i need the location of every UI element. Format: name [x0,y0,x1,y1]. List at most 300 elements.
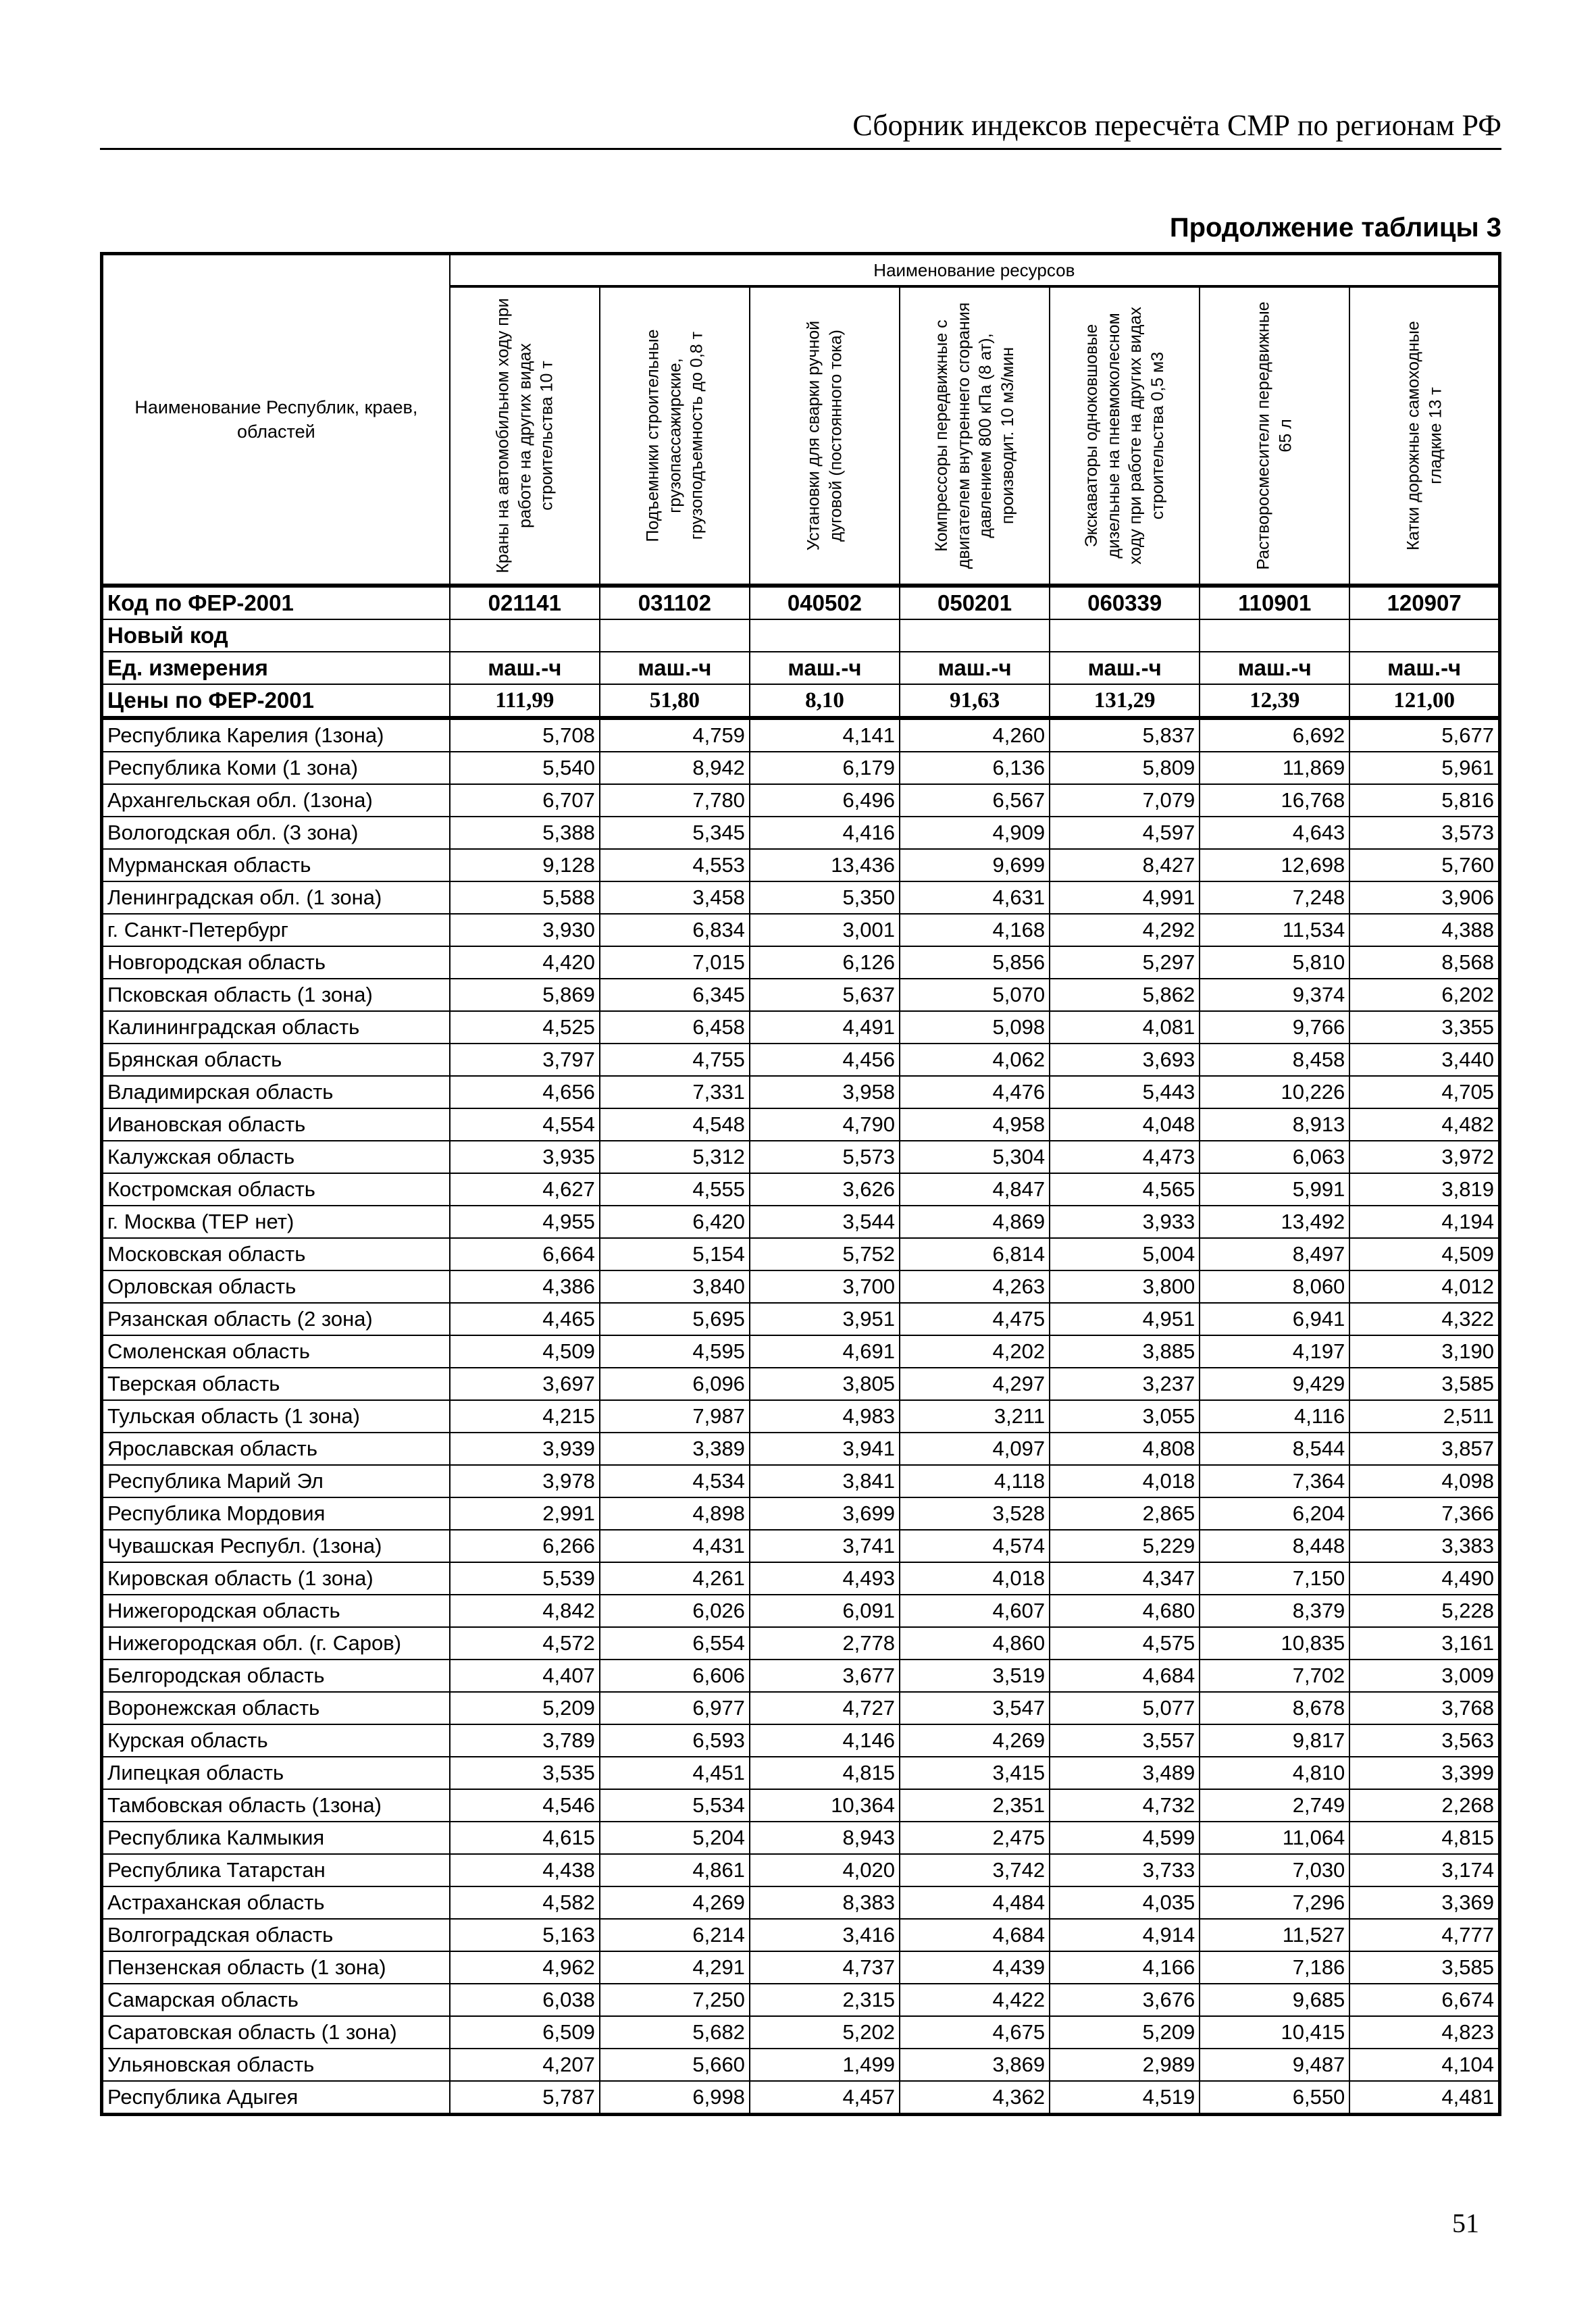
index-value-cell: 7,150 [1200,1562,1349,1595]
index-value-cell: 4,451 [600,1757,750,1789]
table-row [102,2016,1500,2049]
meta-cell: маш.-ч [750,652,900,684]
meta-cell: 51,80 [600,684,750,718]
region-name: Курская область [102,1724,450,1757]
unit-row [102,652,1500,684]
index-value-cell: 4,656 [450,1076,600,1108]
index-value-cell: 2,315 [750,1984,900,2016]
index-value-cell: 2,865 [1050,1497,1200,1530]
region-name: Белгородская область [102,1660,450,1692]
index-value-cell: 3,626 [750,1173,900,1206]
meta-cell [1050,619,1200,652]
region-name: Тульская область (1 зона) [102,1400,450,1433]
index-value-cell: 5,228 [1349,1595,1499,1627]
index-value-cell: 4,955 [450,1206,600,1238]
index-value-cell: 8,943 [750,1822,900,1854]
index-value-cell: 3,528 [900,1497,1050,1530]
index-value-cell: 3,389 [600,1433,750,1465]
index-value-cell: 4,457 [750,2081,900,2115]
resource-column-label: Растворосмесители передвижные 65 л [1254,301,1295,570]
index-value-cell: 3,369 [1349,1886,1499,1919]
meta-cell: маш.-ч [450,652,600,684]
resource-column-header [1200,286,1349,586]
resource-column-header [750,286,900,586]
index-value-cell: 4,269 [600,1886,750,1919]
index-value-cell: 6,026 [600,1595,750,1627]
index-value-cell: 5,350 [750,881,900,914]
meta-row-label: Цены по ФЕР-2001 [102,684,450,718]
index-value-cell: 3,939 [450,1433,600,1465]
index-value-cell: 6,606 [600,1660,750,1692]
index-value-cell: 4,962 [450,1951,600,1984]
region-name: Самарская область [102,1984,450,2016]
index-value-cell: 4,869 [900,1206,1050,1238]
table-row [102,881,1500,914]
index-value-cell: 4,548 [600,1108,750,1141]
region-name: Мурманская область [102,849,450,881]
table-row [102,1854,1500,1886]
index-value-cell: 6,063 [1200,1141,1349,1173]
index-value-cell: 4,823 [1349,2016,1499,2049]
index-value-cell: 6,998 [600,2081,750,2115]
meta-cell: 91,63 [900,684,1050,718]
index-value-cell: 3,741 [750,1530,900,1562]
index-value-cell: 5,708 [450,718,600,752]
resource-column-header [900,286,1050,586]
index-value-cell: 3,355 [1349,1011,1499,1044]
index-value-cell: 3,699 [750,1497,900,1530]
meta-cell: 060339 [1050,586,1200,619]
region-column-header: Наименование Республик, краев, областей [102,254,450,586]
table-row [102,752,1500,784]
index-value-cell: 4,362 [900,2081,1050,2115]
resource-column-header [600,286,750,586]
region-name: Нижегородская область [102,1595,450,1627]
region-name: Московская область [102,1238,450,1270]
index-value-cell: 5,540 [450,752,600,784]
index-value-cell: 3,935 [450,1141,600,1173]
meta-cell [750,619,900,652]
index-value-cell: 4,291 [600,1951,750,1984]
region-name: Калужская область [102,1141,450,1173]
index-value-cell: 4,815 [1349,1822,1499,1854]
index-value-cell: 4,292 [1050,914,1200,946]
index-value-cell: 4,643 [1200,817,1349,849]
index-value-cell: 3,161 [1349,1627,1499,1660]
region-name: Нижегородская обл. (г. Саров) [102,1627,450,1660]
index-value-cell: 6,977 [600,1692,750,1724]
index-value-cell: 4,861 [600,1854,750,1886]
index-value-cell: 4,048 [1050,1108,1200,1141]
index-value-cell: 5,961 [1349,752,1499,784]
index-value-cell: 4,958 [900,1108,1050,1141]
index-value-cell: 4,491 [750,1011,900,1044]
index-value-cell: 4,098 [1349,1465,1499,1497]
meta-cell [600,619,750,652]
table-row [102,979,1500,1011]
index-value-cell: 4,081 [1050,1011,1200,1044]
fer-price-row [102,684,1500,718]
index-value-cell: 4,322 [1349,1303,1499,1335]
index-value-cell: 4,705 [1349,1076,1499,1108]
region-name: Архангельская обл. (1зона) [102,784,450,817]
meta-cell: маш.-ч [1050,652,1200,684]
index-value-cell: 3,697 [450,1368,600,1400]
meta-cell: маш.-ч [1200,652,1349,684]
index-value-cell: 9,487 [1200,2049,1349,2081]
index-value-cell: 8,497 [1200,1238,1349,1270]
index-value-cell: 3,700 [750,1270,900,1303]
index-value-cell: 7,248 [1200,881,1349,914]
index-value-cell: 4,407 [450,1660,600,1692]
table-row [102,1530,1500,1562]
index-value-cell: 3,958 [750,1076,900,1108]
index-value-cell: 13,492 [1200,1206,1349,1238]
index-value-cell: 3,489 [1050,1757,1200,1789]
index-value-cell: 3,519 [900,1660,1050,1692]
index-value-cell: 3,547 [900,1692,1050,1724]
index-value-cell: 6,126 [750,946,900,979]
index-value-cell: 4,062 [900,1044,1050,1076]
index-value-cell: 4,482 [1349,1108,1499,1141]
index-value-cell: 8,383 [750,1886,900,1919]
index-value-cell: 4,599 [1050,1822,1200,1854]
index-value-cell: 4,475 [900,1303,1050,1335]
index-value-cell: 4,431 [600,1530,750,1562]
region-name: Республика Адыгея [102,2081,450,2115]
table-row [102,1984,1500,2016]
index-value-cell: 6,834 [600,914,750,946]
meta-cell: 8,10 [750,684,900,718]
resource-column-label: Компрессоры передвижные с двигателем внутреннего сгорания давлением 800 кПа (8 ат), производит. 10 м3/мин [932,302,1017,569]
index-value-cell: 4,808 [1050,1433,1200,1465]
index-value-cell: 5,752 [750,1238,900,1270]
index-value-cell: 8,544 [1200,1433,1349,1465]
index-value-cell: 3,885 [1050,1335,1200,1368]
region-name: Калининградская область [102,1011,450,1044]
meta-cell: 120907 [1349,586,1499,619]
index-value-cell: 3,789 [450,1724,600,1757]
index-value-cell: 3,544 [750,1206,900,1238]
index-value-cell: 6,214 [600,1919,750,1951]
index-value-cell: 4,909 [900,817,1050,849]
index-value-cell: 2,475 [900,1822,1050,1854]
index-value-cell: 8,379 [1200,1595,1349,1627]
index-value-cell: 5,573 [750,1141,900,1173]
index-value-cell: 7,364 [1200,1465,1349,1497]
index-value-cell: 6,266 [450,1530,600,1562]
table-row [102,1400,1500,1433]
index-value-cell: 4,215 [450,1400,600,1433]
region-name: Тверская область [102,1368,450,1400]
index-value-cell: 4,842 [450,1595,600,1627]
index-value-cell: 3,677 [750,1660,900,1692]
index-value-cell: 7,296 [1200,1886,1349,1919]
index-value-cell: 4,898 [600,1497,750,1530]
index-value-cell: 3,399 [1349,1757,1499,1789]
index-value-cell: 16,768 [1200,784,1349,817]
index-value-cell: 4,575 [1050,1627,1200,1660]
index-value-cell: 4,018 [1050,1465,1200,1497]
index-value-cell: 8,913 [1200,1108,1349,1141]
index-value-cell: 4,759 [600,718,750,752]
meta-cell [1200,619,1349,652]
index-value-cell: 8,568 [1349,946,1499,979]
running-header: Сборник индексов пересчёта СМР по регионам РФ [100,108,1501,150]
index-value-cell: 5,204 [600,1822,750,1854]
index-value-cell: 4,727 [750,1692,900,1724]
table-row [102,1627,1500,1660]
index-value-cell: 6,136 [900,752,1050,784]
index-value-cell: 2,778 [750,1627,900,1660]
meta-cell: маш.-ч [1349,652,1499,684]
index-value-cell: 4,595 [600,1335,750,1368]
table-row [102,1757,1500,1789]
index-value-cell: 3,563 [1349,1724,1499,1757]
meta-cell: 031102 [600,586,750,619]
index-value-cell: 4,553 [600,849,750,881]
index-value-cell: 3,416 [750,1919,900,1951]
index-value-cell: 10,835 [1200,1627,1349,1660]
index-value-cell: 5,760 [1349,849,1499,881]
region-name: Новгородская область [102,946,450,979]
index-value-cell: 5,637 [750,979,900,1011]
index-value-cell: 7,780 [600,784,750,817]
index-value-cell: 5,588 [450,881,600,914]
index-value-cell: 3,415 [900,1757,1050,1789]
index-value-cell: 6,814 [900,1238,1050,1270]
table-row [102,1660,1500,1692]
index-value-cell: 3,055 [1050,1400,1200,1433]
index-value-cell: 4,627 [450,1173,600,1206]
index-value-cell: 7,331 [600,1076,750,1108]
index-value-cell: 4,554 [450,1108,600,1141]
region-name: г. Москва (ТЕР нет) [102,1206,450,1238]
index-value-cell: 9,766 [1200,1011,1349,1044]
table-row [102,1141,1500,1173]
index-value-cell: 4,519 [1050,2081,1200,2115]
index-value-cell: 7,015 [600,946,750,979]
region-name: Чувашская Республ. (1зона) [102,1530,450,1562]
meta-cell: 050201 [900,586,1050,619]
index-value-cell: 4,490 [1349,1562,1499,1595]
index-value-cell: 6,554 [600,1627,750,1660]
meta-cell: 121,00 [1349,684,1499,718]
table-row [102,1335,1500,1368]
index-value-cell: 2,989 [1050,2049,1200,2081]
index-value-cell: 5,345 [600,817,750,849]
index-value-cell: 6,550 [1200,2081,1349,2115]
table-header [102,254,1500,586]
region-name: Костромская область [102,1173,450,1206]
index-value-cell: 5,202 [750,2016,900,2049]
table-row [102,914,1500,946]
index-value-cell: 4,755 [600,1044,750,1076]
index-value-cell: 6,692 [1200,718,1349,752]
table-row [102,1368,1500,1400]
index-value-cell: 11,869 [1200,752,1349,784]
index-value-cell: 4,097 [900,1433,1050,1465]
index-value-cell: 4,534 [600,1465,750,1497]
index-value-cell: 5,837 [1050,718,1200,752]
region-name: Республика Мордовия [102,1497,450,1530]
index-value-cell: 4,565 [1050,1173,1200,1206]
meta-cell [450,619,600,652]
index-value-cell: 4,018 [900,1562,1050,1595]
resource-column-label: Подъемники строительные грузопассажирские, грузоподъемность до 0,8 т [643,329,706,542]
meta-row-label: Код по ФЕР-2001 [102,586,450,619]
index-value-cell: 3,573 [1349,817,1499,849]
index-value-cell: 10,226 [1200,1076,1349,1108]
index-value-cell: 8,060 [1200,1270,1349,1303]
new-code-row [102,619,1500,652]
index-value-cell: 9,128 [450,849,600,881]
index-value-cell: 5,856 [900,946,1050,979]
index-value-cell: 7,079 [1050,784,1200,817]
index-value-cell: 3,933 [1050,1206,1200,1238]
index-value-cell: 3,693 [1050,1044,1200,1076]
index-value-cell: 4,684 [1050,1660,1200,1692]
meta-cell: 111,99 [450,684,600,718]
index-value-cell: 11,527 [1200,1919,1349,1951]
index-value-cell: 5,809 [1050,752,1200,784]
index-value-cell: 7,987 [600,1400,750,1433]
index-value-cell: 4,484 [900,1886,1050,1919]
index-value-cell: 4,691 [750,1335,900,1368]
index-value-cell: 3,009 [1349,1660,1499,1692]
index-value-cell: 4,493 [750,1562,900,1595]
table-row [102,1789,1500,1822]
index-value-cell: 1,499 [750,2049,900,2081]
index-value-cell: 3,951 [750,1303,900,1335]
index-value-cell: 3,190 [1349,1335,1499,1368]
index-value-cell: 4,777 [1349,1919,1499,1951]
index-value-cell: 5,304 [900,1141,1050,1173]
index-value-cell: 6,567 [900,784,1050,817]
table-row [102,1206,1500,1238]
index-value-cell: 6,202 [1349,979,1499,1011]
resource-column-label: Краны на автомобильном ходу при работе на других видах строительства 10 т [493,298,557,573]
index-value-cell: 5,388 [450,817,600,849]
index-value-cell: 5,682 [600,2016,750,2049]
index-value-cell: 5,862 [1050,979,1200,1011]
index-value-cell: 3,930 [450,914,600,946]
index-value-cell: 6,941 [1200,1303,1349,1335]
index-value-cell: 8,427 [1050,849,1200,881]
table-row [102,1011,1500,1044]
region-name: Астраханская область [102,1886,450,1919]
region-name: Ленинградская обл. (1 зона) [102,881,450,914]
index-value-cell: 3,840 [600,1270,750,1303]
index-value-cell: 5,539 [450,1562,600,1595]
table-row [102,1724,1500,1757]
index-value-cell: 4,438 [450,1854,600,1886]
index-value-cell: 3,440 [1349,1044,1499,1076]
index-value-cell: 6,420 [600,1206,750,1238]
index-value-cell: 2,511 [1349,1400,1499,1433]
index-value-cell: 3,535 [450,1757,600,1789]
region-name: Республика Татарстан [102,1854,450,1886]
index-value-cell: 4,847 [900,1173,1050,1206]
index-value-cell: 5,660 [600,2049,750,2081]
index-value-cell: 3,001 [750,914,900,946]
index-value-cell: 4,680 [1050,1595,1200,1627]
table-row [102,1238,1500,1270]
table-row [102,849,1500,881]
index-table [100,252,1501,2116]
index-value-cell: 4,991 [1050,881,1200,914]
index-value-cell: 5,070 [900,979,1050,1011]
region-name: Кировская область (1 зона) [102,1562,450,1595]
index-value-cell: 4,675 [900,2016,1050,2049]
region-name: Ярославская область [102,1433,450,1465]
index-value-cell: 4,951 [1050,1303,1200,1335]
index-value-cell: 4,597 [1050,817,1200,849]
index-value-cell: 6,593 [600,1724,750,1757]
index-value-cell: 3,458 [600,881,750,914]
resource-column-label: Экскаваторы одноковшовые дизельные на пневмоколесном ходу при работе на других видах строительства 0,5 м3 [1082,307,1167,565]
region-name: Орловская область [102,1270,450,1303]
index-value-cell: 4,465 [450,1303,600,1335]
index-value-cell: 6,091 [750,1595,900,1627]
table-row [102,2081,1500,2115]
index-value-cell: 4,914 [1050,1919,1200,1951]
index-value-cell: 3,978 [450,1465,600,1497]
index-value-cell: 5,312 [600,1141,750,1173]
index-value-cell: 4,416 [750,817,900,849]
table-row [102,946,1500,979]
index-value-cell: 7,366 [1349,1497,1499,1530]
index-value-cell: 2,351 [900,1789,1050,1822]
index-value-cell: 4,420 [450,946,600,979]
index-value-cell: 4,207 [450,2049,600,2081]
index-value-cell: 4,269 [900,1724,1050,1757]
index-value-cell: 3,211 [900,1400,1050,1433]
index-value-cell: 4,607 [900,1595,1050,1627]
table-row [102,1919,1500,1951]
table-row [102,1076,1500,1108]
index-value-cell: 4,631 [900,881,1050,914]
index-value-cell: 4,439 [900,1951,1050,1984]
index-table-container [100,252,1501,2116]
index-value-cell: 4,166 [1050,1951,1200,1984]
index-value-cell: 4,146 [750,1724,900,1757]
index-value-cell: 7,030 [1200,1854,1349,1886]
region-name: Брянская область [102,1044,450,1076]
index-value-cell: 6,204 [1200,1497,1349,1530]
index-value-cell: 5,816 [1349,784,1499,817]
index-value-cell: 5,229 [1050,1530,1200,1562]
index-value-cell: 6,509 [450,2016,600,2049]
index-value-cell: 4,473 [1050,1141,1200,1173]
region-name: Саратовская область (1 зона) [102,2016,450,2049]
table-row [102,1303,1500,1335]
index-value-cell: 3,237 [1050,1368,1200,1400]
index-value-cell: 3,972 [1349,1141,1499,1173]
index-value-cell: 4,422 [900,1984,1050,2016]
table-row [102,1173,1500,1206]
index-value-cell: 4,574 [900,1530,1050,1562]
index-value-cell: 4,020 [750,1854,900,1886]
index-value-cell: 2,749 [1200,1789,1349,1822]
meta-cell [900,619,1050,652]
index-value-cell: 3,585 [1349,1951,1499,1984]
region-name: Республика Карелия (1зона) [102,718,450,752]
index-value-cell: 4,525 [450,1011,600,1044]
index-value-cell: 4,194 [1349,1206,1499,1238]
index-value-cell: 5,443 [1050,1076,1200,1108]
index-value-cell: 4,197 [1200,1335,1349,1368]
